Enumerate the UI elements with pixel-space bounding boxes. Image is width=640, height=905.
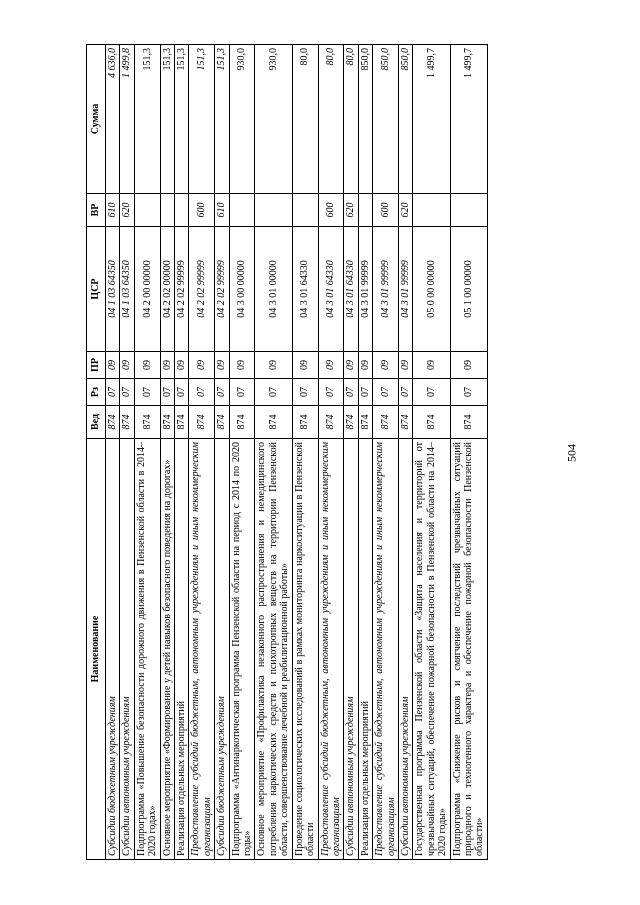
cell-rz: 07 bbox=[160, 379, 174, 406]
cell-ved: 874 bbox=[215, 406, 229, 439]
table-row bbox=[134, 45, 160, 860]
cell-name: Подпрограмма «Повышение безопасности дорожного движения в Пензенской области в 2014–2020 годах» bbox=[134, 439, 160, 860]
cell-name: Реализация отдельных мероприятий bbox=[175, 439, 189, 860]
table-row bbox=[120, 45, 134, 860]
col-header-sum: Сумма bbox=[87, 45, 106, 194]
table-row bbox=[450, 45, 487, 860]
cell-sum: 4 636,0 bbox=[106, 45, 120, 194]
cell-csr: 04 3 01 00000 bbox=[255, 227, 292, 352]
cell-csr: 04 3 01 99999 bbox=[398, 227, 412, 352]
cell-rz: 07 bbox=[358, 379, 372, 406]
table-row bbox=[106, 45, 120, 860]
cell-vr: 620 bbox=[120, 194, 134, 227]
cell-pr: 09 bbox=[229, 352, 255, 379]
cell-name: Основное мероприятие «Формирование у детей навыков безопасного поведения на дорогах» bbox=[160, 439, 174, 860]
cell-rz: 07 bbox=[344, 379, 358, 406]
table-header-row bbox=[87, 45, 106, 860]
cell-ved: 874 bbox=[373, 406, 399, 439]
cell-rz: 07 bbox=[318, 379, 344, 406]
cell-ved: 874 bbox=[450, 406, 487, 439]
page-number: 504 bbox=[564, 444, 579, 462]
cell-rz: 07 bbox=[175, 379, 189, 406]
col-header-pr: ПР bbox=[87, 352, 106, 379]
cell-vr bbox=[358, 194, 372, 227]
cell-csr: 04 2 00 00000 bbox=[134, 227, 160, 352]
cell-pr: 09 bbox=[160, 352, 174, 379]
cell-name: Предоставление субсидий бюджетным, автономным учреждениям и иным некоммерческим организациям bbox=[189, 439, 215, 860]
cell-vr bbox=[413, 194, 450, 227]
cell-name: Подпрограмма «Снижение рисков и смягчение последствий чрезвычайных ситуаций природного и техногенного характера и обеспечение пожарной безопасности Пензенской области» bbox=[450, 439, 487, 860]
cell-pr: 09 bbox=[255, 352, 292, 379]
cell-ved: 874 bbox=[292, 406, 318, 439]
cell-ved: 874 bbox=[189, 406, 215, 439]
cell-rz: 07 bbox=[189, 379, 215, 406]
cell-vr bbox=[160, 194, 174, 227]
cell-sum: 930,0 bbox=[229, 45, 255, 194]
cell-vr: 620 bbox=[398, 194, 412, 227]
table-row bbox=[358, 45, 372, 860]
col-header-vr: ВР bbox=[87, 194, 106, 227]
cell-sum: 151,3 bbox=[189, 45, 215, 194]
cell-name: Предоставление субсидий бюджетным, автономным учреждениям и иным некоммерческим организациям bbox=[373, 439, 399, 860]
table-row bbox=[398, 45, 412, 860]
cell-pr: 09 bbox=[413, 352, 450, 379]
cell-csr: 04 2 02 00000 bbox=[160, 227, 174, 352]
cell-sum: 151,3 bbox=[175, 45, 189, 194]
cell-pr: 09 bbox=[358, 352, 372, 379]
rotated-page bbox=[86, 45, 541, 860]
cell-pr: 09 bbox=[450, 352, 487, 379]
cell-ved: 874 bbox=[358, 406, 372, 439]
cell-sum: 850,0 bbox=[358, 45, 372, 194]
cell-sum: 850,0 bbox=[373, 45, 399, 194]
cell-name: Субсидии автономным учреждениям bbox=[120, 439, 134, 860]
cell-csr: 04 1 03 64350 bbox=[106, 227, 120, 352]
cell-pr: 09 bbox=[398, 352, 412, 379]
cell-sum: 80,0 bbox=[344, 45, 358, 194]
cell-ved: 874 bbox=[344, 406, 358, 439]
cell-vr bbox=[292, 194, 318, 227]
cell-vr: 600 bbox=[318, 194, 344, 227]
cell-vr: 600 bbox=[189, 194, 215, 227]
cell-rz: 07 bbox=[255, 379, 292, 406]
cell-rz: 07 bbox=[398, 379, 412, 406]
table-row bbox=[292, 45, 318, 860]
cell-name: Субсидии бюджетным учреждениям bbox=[215, 439, 229, 860]
budget-table bbox=[86, 44, 488, 860]
table-row bbox=[318, 45, 344, 860]
cell-name: Субсидии автономным учреждениям bbox=[344, 439, 358, 860]
cell-csr: 04 1 03 64350 bbox=[120, 227, 134, 352]
cell-rz: 07 bbox=[229, 379, 255, 406]
cell-pr: 09 bbox=[189, 352, 215, 379]
cell-ved: 874 bbox=[255, 406, 292, 439]
cell-ved: 874 bbox=[229, 406, 255, 439]
table-row bbox=[215, 45, 229, 860]
cell-pr: 09 bbox=[215, 352, 229, 379]
cell-pr: 09 bbox=[106, 352, 120, 379]
cell-rz: 07 bbox=[215, 379, 229, 406]
cell-vr bbox=[450, 194, 487, 227]
cell-sum: 80,0 bbox=[292, 45, 318, 194]
cell-name: Реализация отдельных мероприятий bbox=[358, 439, 372, 860]
cell-sum: 930,0 bbox=[255, 45, 292, 194]
cell-ved: 874 bbox=[120, 406, 134, 439]
cell-name: Основное мероприятие «Профилактика незаконного распространения и немедицинского потребления наркотических средств и психотропных веществ на территории Пензенской области, совершенствование лечебной и реабилитационной работы» bbox=[255, 439, 292, 860]
cell-csr: 04 3 00 00000 bbox=[229, 227, 255, 352]
cell-vr bbox=[134, 194, 160, 227]
table-body bbox=[106, 45, 488, 860]
cell-pr: 09 bbox=[344, 352, 358, 379]
cell-name: Проведение социологических исследований в рамках мониторинга наркоситуации в Пензенской области bbox=[292, 439, 318, 860]
cell-name: Подпрограмма «Антинаркотическая программа Пензенской области на период с 2014 по 2020 годы» bbox=[229, 439, 255, 860]
cell-sum: 151,3 bbox=[134, 45, 160, 194]
col-header-csr: ЦСР bbox=[87, 227, 106, 352]
cell-sum: 1 499,7 bbox=[450, 45, 487, 194]
cell-rz: 07 bbox=[373, 379, 399, 406]
cell-name: Государственная программа Пензенской области «Защита населения и территорий от чрезвычайных ситуаций, обеспечение пожарной безопасности в Пензенской области на 2014–2020 годы» bbox=[413, 439, 450, 860]
table-row bbox=[189, 45, 215, 860]
cell-sum: 80,0 bbox=[318, 45, 344, 194]
cell-csr: 04 2 02 99999 bbox=[215, 227, 229, 352]
cell-vr bbox=[255, 194, 292, 227]
cell-sum: 850,0 bbox=[398, 45, 412, 194]
cell-ved: 874 bbox=[134, 406, 160, 439]
cell-sum: 1 499,7 bbox=[413, 45, 450, 194]
cell-csr: 04 2 02 99999 bbox=[189, 227, 215, 352]
cell-rz: 07 bbox=[413, 379, 450, 406]
table-row bbox=[175, 45, 189, 860]
cell-pr: 09 bbox=[318, 352, 344, 379]
cell-pr: 09 bbox=[120, 352, 134, 379]
table-row bbox=[160, 45, 174, 860]
cell-csr: 04 3 01 64330 bbox=[292, 227, 318, 352]
cell-name: Субсидии бюджетным учреждениям bbox=[106, 439, 120, 860]
cell-rz: 07 bbox=[134, 379, 160, 406]
cell-pr: 09 bbox=[134, 352, 160, 379]
cell-sum: 151,3 bbox=[160, 45, 174, 194]
cell-rz: 07 bbox=[292, 379, 318, 406]
table-row bbox=[373, 45, 399, 860]
cell-csr: 04 3 01 99999 bbox=[358, 227, 372, 352]
cell-csr: 04 2 02 99999 bbox=[175, 227, 189, 352]
col-header-ved: Вед bbox=[87, 406, 106, 439]
cell-pr: 09 bbox=[292, 352, 318, 379]
cell-sum: 1 499,8 bbox=[120, 45, 134, 194]
cell-sum: 151,3 bbox=[215, 45, 229, 194]
cell-vr bbox=[175, 194, 189, 227]
cell-ved: 874 bbox=[175, 406, 189, 439]
table-row bbox=[255, 45, 292, 860]
col-header-rz: Рз bbox=[87, 379, 106, 406]
cell-pr: 09 bbox=[175, 352, 189, 379]
cell-ved: 874 bbox=[318, 406, 344, 439]
cell-rz: 07 bbox=[450, 379, 487, 406]
table-row bbox=[229, 45, 255, 860]
cell-pr: 09 bbox=[373, 352, 399, 379]
cell-ved: 874 bbox=[413, 406, 450, 439]
cell-vr: 620 bbox=[344, 194, 358, 227]
cell-csr: 04 3 01 99999 bbox=[373, 227, 399, 352]
cell-vr: 610 bbox=[215, 194, 229, 227]
cell-rz: 07 bbox=[106, 379, 120, 406]
table-row bbox=[413, 45, 450, 860]
cell-rz: 07 bbox=[120, 379, 134, 406]
table-row bbox=[344, 45, 358, 860]
cell-vr bbox=[229, 194, 255, 227]
cell-csr: 05 0 00 00000 bbox=[413, 227, 450, 352]
cell-name: Субсидии автономным учреждениям bbox=[398, 439, 412, 860]
cell-csr: 04 3 01 64330 bbox=[344, 227, 358, 352]
col-header-name: Наименование bbox=[87, 439, 106, 860]
cell-ved: 874 bbox=[398, 406, 412, 439]
cell-vr: 610 bbox=[106, 194, 120, 227]
cell-name: Предоставление субсидий бюджетным, автономным учреждениям и иным некоммерческим организациям bbox=[318, 439, 344, 860]
cell-vr: 600 bbox=[373, 194, 399, 227]
cell-csr: 05 1 00 00000 bbox=[450, 227, 487, 352]
cell-csr: 04 3 01 64330 bbox=[318, 227, 344, 352]
cell-ved: 874 bbox=[160, 406, 174, 439]
cell-ved: 874 bbox=[106, 406, 120, 439]
